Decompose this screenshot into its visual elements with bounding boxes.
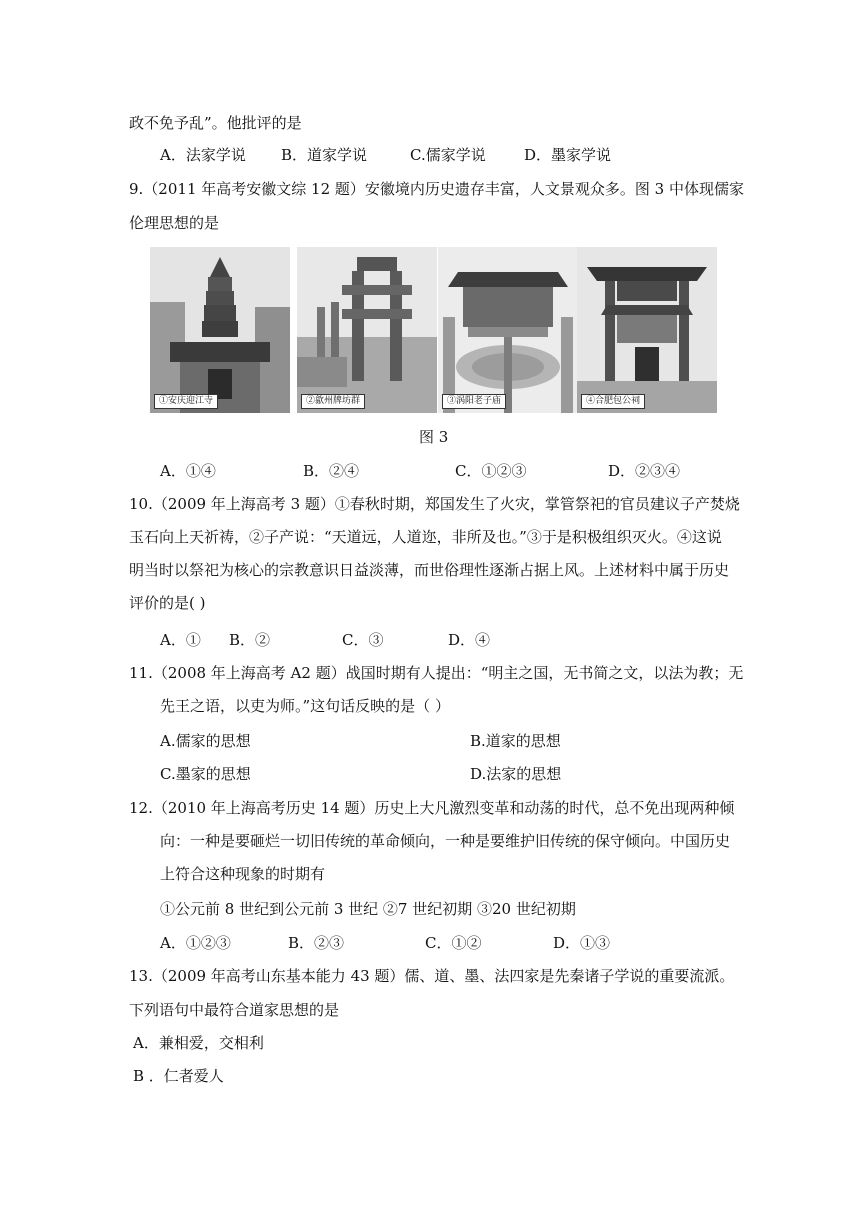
q10-option-a: A．① (160, 631, 201, 649)
q10-option-d: D．④ (448, 631, 491, 649)
figure-label: 图 3 (419, 428, 449, 446)
q8-option-d: D．墨家学说 (524, 146, 612, 164)
photo-caption: ①安庆迎江寺 (154, 394, 218, 409)
q13-stem-line1: 13.（2009 年高考山东基本能力 43 题）儒、道、墨、法四家是先秦诸子学说的重要流派。 (129, 967, 735, 985)
q8-option-a: A．法家学说 (160, 146, 246, 164)
q9-option-b: B．②④ (303, 462, 360, 480)
photo-yingjiang-temple (150, 247, 290, 413)
q13-option-a: A．兼相爱，交相利 (133, 1034, 264, 1052)
q10-option-b: B．② (229, 631, 271, 649)
q8-stem-tail: 政不免予乱”。他批评的是 (129, 114, 302, 132)
q11-option-b: B.道家的思想 (470, 732, 561, 750)
q8-option-b: B．道家学说 (281, 146, 368, 164)
q10-stem-line4: 评价的是( ) (129, 594, 206, 612)
q9-stem-line2: 伦理思想的是 (129, 214, 220, 232)
q12-stem-line4: ①公元前 8 世纪到公元前 3 世纪 ②7 世纪初期 ③20 世纪初期 (160, 900, 576, 918)
q12-stem-line3: 上符合这种现象的时期有 (160, 865, 326, 883)
q12-option-c: C．①② (425, 934, 482, 952)
photo-caption: ②歙州牌坊群 (301, 394, 365, 409)
q13-stem-line2: 下列语句中最符合道家思想的是 (129, 1001, 340, 1019)
q11-stem-line2: 先王之语，以吏为师。”这句话反映的是（ ） (160, 697, 450, 715)
q13-option-b: B ．仁者爱人 (133, 1067, 224, 1085)
q10-stem-line1: 10.（2009 年上海高考 3 题）①春秋时期，郑国发生了火灾，掌管祭祀的官员建议子产焚烧 (129, 495, 740, 513)
q12-stem-line1: 12.（2010 年上海高考历史 14 题）历史上大凡激烈变革和动荡的时代，总不免出现两种倾 (129, 799, 735, 817)
photo-caption: ④合肥包公祠 (581, 394, 645, 409)
q8-option-c: C.儒家学说 (410, 146, 486, 164)
figure-3-photos (150, 247, 710, 413)
q12-option-d: D．①③ (553, 934, 611, 952)
photo-shexian-archways (297, 247, 437, 413)
q11-option-a: A.儒家的思想 (160, 732, 251, 750)
photo-caption: ③涡阳老子庙 (442, 394, 506, 409)
q11-option-d: D.法家的思想 (470, 765, 562, 783)
q12-option-b: B．②③ (288, 934, 345, 952)
q9-option-c: C．①②③ (455, 462, 527, 480)
q10-option-c: C．③ (342, 631, 384, 649)
photo-laozi-temple (438, 247, 578, 413)
q12-stem-line2: 向：一种是要砸烂一切旧传统的革命倾向，一种是要维护旧传统的保守倾向。中国历史 (160, 832, 731, 850)
q9-option-a: A．①④ (160, 462, 216, 480)
photo-baogong-shrine (577, 247, 717, 413)
q10-stem-line2: 玉石向上天祈祷，②子产说：“天道远，人道迩，非所及也。”③于是积极组织灭火。④这说 (129, 528, 722, 546)
q9-stem-line1: 9.（2011 年高考安徽文综 12 题）安徽境内历史遗存丰富，人文景观众多。图 3 中体现儒家 (129, 180, 744, 198)
q12-option-a: A．①②③ (160, 934, 231, 952)
q11-stem-line1: 11.（2008 年上海高考 A2 题）战国时期有人提出：“明主之国，无书简之文，以法为教；无 (129, 664, 744, 682)
q10-stem-line3: 明当时以祭祀为核心的宗教意识日益淡薄，而世俗理性逐渐占据上风。上述材料中属于历史 (129, 561, 730, 579)
q11-option-c: C.墨家的思想 (160, 765, 251, 783)
q9-option-d: D．②③④ (608, 462, 681, 480)
